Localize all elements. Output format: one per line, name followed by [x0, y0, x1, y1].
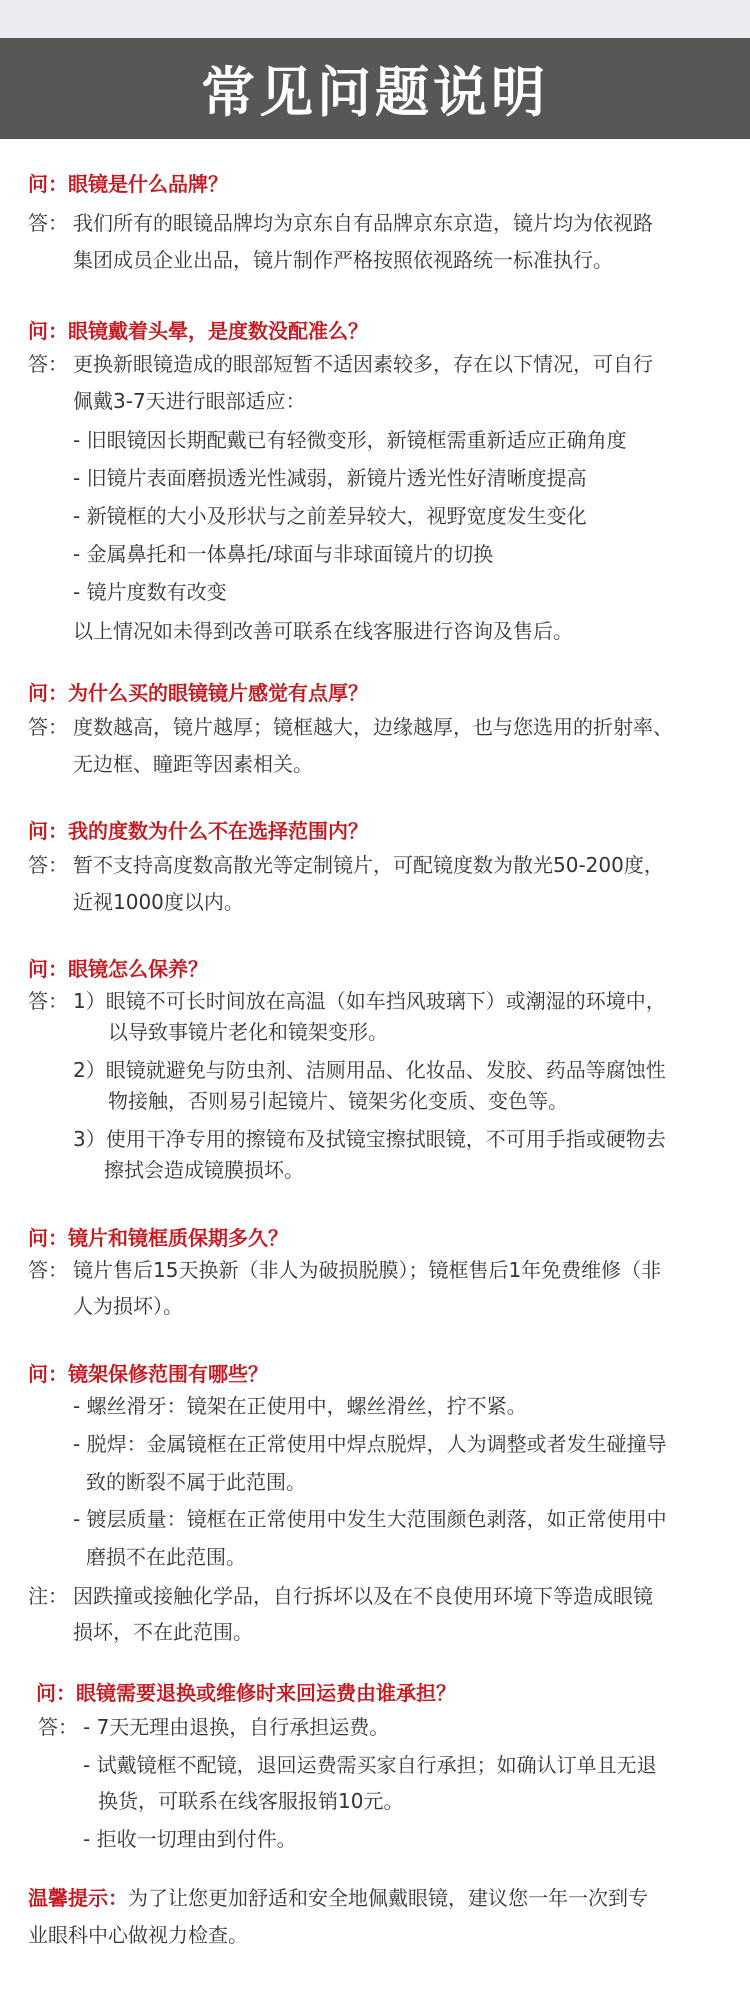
note-label: 注： — [28, 1584, 68, 1608]
tip-line: 业眼科中心做视力检查。 — [28, 1923, 248, 1947]
answer-label: 答： — [28, 853, 68, 877]
answer-line: 近视1000度以内。 — [73, 890, 244, 914]
answer-line: 换货，可联系在线客服报销10元。 — [98, 1789, 404, 1813]
answer-list-item: 1）眼镜不可长时间放在高温（如车挡风玻璃下）或潮湿的环境中， — [73, 989, 666, 1013]
question-range: 问：我的度数为什么不在选择范围内？ — [28, 819, 368, 843]
question-brand: 问：眼镜是什么品牌？ — [28, 172, 228, 196]
answer-list-item: - 镜片度数有改变 — [73, 580, 227, 604]
answer-list-item: - 旧眼镜因长期配戴已有轻微变形，新镜框需重新适应正确角度 — [73, 428, 627, 452]
answer-label: 答： — [38, 1715, 78, 1739]
answer-line: 暂不支持高度数高散光等定制镜片，可配镜度数为散光50-200度， — [73, 853, 664, 877]
tip-line — [28, 1882, 648, 1911]
answer-line: 以上情况如未得到改善可联系在线客服进行咨询及售后。 — [73, 619, 573, 643]
answer-list-item: - 脱焊：金属镜框在正常使用中焊点脱焊，人为调整或者发生碰撞导 — [73, 1432, 667, 1456]
page-title: 常见问题说明 — [201, 61, 549, 124]
answer-label: 答： — [28, 352, 68, 376]
answer-line: 我们所有的眼镜品牌均为京东自有品牌京东京造，镜片均为依视路 — [73, 211, 653, 235]
question-shipping: 问：眼镜需要退换或维修时来回运费由谁承担？ — [36, 1681, 456, 1705]
answer-list-item: - 螺丝滑牙：镜架在正使用中，螺丝滑丝，拧不紧。 — [73, 1394, 527, 1418]
answer-line: 擦拭会造成镜膜损坏。 — [104, 1158, 304, 1182]
question-repair-scope: 问：镜架保修范围有哪些？ — [28, 1362, 268, 1386]
tip-label: 温馨提示： — [28, 1886, 128, 1910]
answer-list-item: - 新镜框的大小及形状与之前差异较大，视野宽度发生变化 — [73, 504, 587, 528]
answer-list-item: 2）眼镜就避免与防虫剂、洁厕用品、化妆品、发胶、药品等腐蚀性 — [73, 1058, 666, 1082]
question-dizzy: 问：眼镜戴着头晕，是度数没配准么？ — [28, 319, 368, 343]
answer-line: 佩戴3-7天进行眼部适应： — [73, 389, 306, 413]
answer-list-item: - 试戴镜框不配镜，退回运费需买家自行承担；如确认订单且无退 — [83, 1753, 657, 1777]
answer-line: 镜片售后15天换新（非人为破损脱膜）；镜框售后1年免费维修（非 — [73, 1258, 662, 1282]
tip-text: 为了让您更加舒适和安全地佩戴眼镜，建议您一年一次到专 — [128, 1886, 648, 1910]
page-header — [0, 38, 750, 139]
answer-list-item: - 7天无理由退换，自行承担运费。 — [83, 1715, 390, 1739]
answer-line: 致的断裂不属于此范围。 — [86, 1470, 306, 1494]
answer-label: 答： — [28, 211, 68, 235]
question-thick-lens: 问：为什么买的眼镜镜片感觉有点厚？ — [28, 681, 368, 705]
answer-list-item: - 镀层质量：镜框在正常使用中发生大范围颜色剥落，如正常使用中 — [73, 1507, 667, 1531]
answer-line: 以导致事镜片老化和镜架变形。 — [108, 1020, 388, 1044]
answer-line: 度数越高，镜片越厚；镜框越大，边缘越厚，也与您选用的折射率、 — [73, 715, 673, 739]
answer-list-item: 3）使用干净专用的擦镜布及拭镜宝擦拭眼镜，不可用手指或硬物去 — [73, 1127, 666, 1151]
answer-label: 答： — [28, 989, 68, 1013]
answer-list-item: - 旧镜片表面磨损透光性减弱，新镜片透光性好清晰度提高 — [73, 466, 587, 490]
answer-line: 更换新眼镜造成的眼部短暂不适因素较多，存在以下情况，可自行 — [73, 352, 653, 376]
top-strip — [0, 0, 750, 38]
answer-line: 集团成员企业出品，镜片制作严格按照依视路统一标准执行。 — [73, 248, 613, 272]
note-line: 因跌撞或接触化学品，自行拆坏以及在不良使用环境下等造成眼镜 — [73, 1584, 653, 1608]
question-care: 问：眼镜怎么保养？ — [28, 957, 208, 981]
answer-line: 无边框、瞳距等因素相关。 — [73, 752, 313, 776]
answer-list-item: - 金属鼻托和一体鼻托/球面与非球面镜片的切换 — [73, 542, 494, 566]
answer-label: 答： — [28, 715, 68, 739]
answer-list-item: - 拒收一切理由到付件。 — [83, 1827, 297, 1851]
question-warranty: 问：镜片和镜框质保期多久？ — [28, 1226, 288, 1250]
answer-line: 物接触，否则易引起镜片、镜架劣化变质、变色等。 — [108, 1089, 568, 1113]
note-line: 损坏，不在此范围。 — [73, 1620, 253, 1644]
answer-label: 答： — [28, 1258, 68, 1282]
answer-line: 磨损不在此范围。 — [86, 1545, 246, 1569]
answer-line: 人为损坏）。 — [73, 1294, 183, 1318]
